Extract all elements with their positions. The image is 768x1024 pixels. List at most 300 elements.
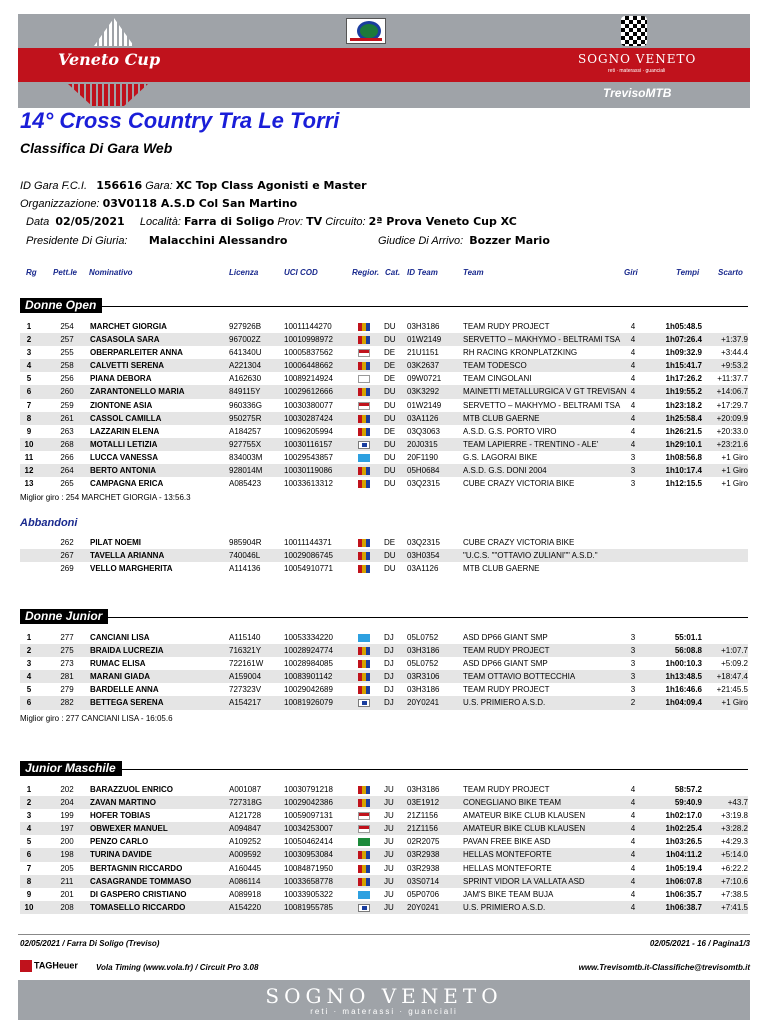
rank: 1 [26,633,32,642]
team-name: ASD DP66 GIANT SMP [463,659,548,669]
team-name: HELLAS MONTEFORTE [463,863,552,873]
time: 55:01.1 [674,633,702,642]
laps: 4 [630,426,636,436]
footer-site[interactable]: www.Trevisomtb.it-Classifiche@trevisomtb.it [578,963,750,972]
gap: +7:38.5 [721,889,748,899]
rank: 1 [26,785,32,794]
page-subtitle: Classifica Di Gara Web [20,140,173,156]
table-row [20,875,748,888]
team-name: PAVAN FREE BIKE ASD [463,837,551,847]
rank: 7 [26,863,32,873]
gap: +1 Giro [721,466,748,476]
team-name: RH RACING KRONPLATZKING [463,348,578,358]
bib: 199 [60,811,74,821]
gap: +6:22.2 [721,863,748,873]
bib: 198 [60,850,74,860]
team-name: AMATEUR BIKE CLUB KLAUSEN [463,811,586,821]
category: DE [384,538,396,547]
license: 950275R [229,413,262,423]
team-id: 05H0684 [407,466,440,476]
gap: +4:29.3 [721,837,748,847]
athlete-name: CANCIANI LISA [90,633,150,642]
rank: 1 [26,322,32,331]
category: DU [384,400,396,410]
license: A121728 [229,811,262,821]
license: A159004 [229,672,262,682]
time: 1h04:09.4 [665,698,702,708]
bib: 201 [60,889,74,899]
table-row [20,809,748,822]
team-id: 20Y0241 [407,902,440,912]
region-flag-icon [358,454,370,462]
region-flag-icon [358,660,370,668]
results-table-abbandoni [20,536,748,575]
circuito-label: Circuito: [325,216,366,228]
license: 716321Y [229,646,262,656]
table-row [20,670,748,683]
bottom-banner-title: SOGNO VENETO [265,984,503,1008]
rank: 2 [26,335,32,345]
table-row [20,549,748,562]
table-row [20,696,748,709]
team-name: TEAM RUDY PROJECT [463,646,550,656]
category: JU [384,811,394,821]
abbandoni-heading: Abbandoni [20,517,78,529]
table-row [20,562,748,575]
rank: 10 [24,439,34,449]
license: 849115Y [229,387,261,397]
bib: 204 [60,798,74,808]
bib: 200 [60,837,74,847]
laps: 4 [630,439,636,449]
best-lap-donne-open: Miglior giro : 254 MARCHET GIORGIA - 13:56.3 [20,493,191,502]
region-flag-icon [358,388,370,396]
category: JU [384,876,394,886]
section-label: Donne Open [20,298,102,313]
athlete-name: HOFER TOBIAS [90,811,151,821]
region-flag-icon [358,878,370,886]
section-label: Junior Maschile [20,761,122,776]
rank: 5 [26,685,32,695]
laps: 4 [630,850,636,860]
bib: 254 [60,322,74,331]
bib: 273 [60,659,74,669]
laps: 4 [630,387,636,397]
id-gara-label: ID Gara F.C.I. [20,180,88,192]
team-name: MTB CLUB GAERNE [463,564,540,574]
team-name: TEAM RUDY PROJECT [463,685,550,695]
bib: 202 [60,785,74,794]
bib: 197 [60,824,74,834]
time: 1h15:41.7 [665,361,702,371]
col-pett: Pett.le [53,268,78,277]
table-row [20,438,748,451]
region-flag-icon [358,851,370,859]
uci-code: 10030116157 [284,439,333,449]
team-id: 03K2637 [407,361,440,371]
uci-code: 10033613312 [284,479,333,489]
region-flag-icon [358,552,370,560]
bib: 211 [60,876,74,886]
team-id: 21Z1156 [407,824,438,834]
region-flag-icon [358,375,370,383]
time: 1h25:58.4 [665,413,702,423]
laps: 4 [630,400,636,410]
team-name: U.S. PRIMIERO A.S.D. [463,902,546,912]
athlete-name: TURINA DAVIDE [90,850,152,860]
rank: 2 [26,798,32,808]
table-row [20,333,748,346]
giudice-label: Giudice Di Arrivo: [378,235,464,247]
veneto-cup-logo: Veneto Cup [58,50,161,69]
team-name: SERVETTO – MAKHYMO - BELTRAMI TSA [463,335,621,345]
best-lap-donne-junior: Miglior giro : 277 CANCIANI LISA - 16:05.6 [20,714,173,723]
table-row [20,425,748,438]
license: A001087 [229,785,262,794]
uci-code: 10010998972 [284,335,333,345]
bib: 255 [60,348,74,358]
license: A115140 [229,633,261,642]
data-label: Data [26,216,50,228]
table-row [20,399,748,412]
team-id: 20J0315 [407,439,438,449]
category: DU [384,479,396,489]
region-flag-icon [358,673,370,681]
category: DJ [384,659,394,669]
time: 1h17:26.2 [665,374,702,384]
bib: 264 [60,466,74,476]
time: 1h09:32.9 [665,348,702,358]
team-id: 03Q2315 [407,479,440,489]
col-idteam: ID Team [407,268,438,277]
athlete-name: CASASOLA SARA [90,335,160,345]
presidente-value: Malacchini Alessandro [148,234,288,247]
rank: 12 [24,466,34,476]
uci-code: 10053334220 [284,633,333,642]
team-id: 03A1126 [407,564,439,574]
table-row [20,644,748,657]
category: DE [384,348,396,358]
license: A089918 [229,889,262,899]
team-id: 01W2149 [407,400,442,410]
team-id: 05L0752 [407,633,439,642]
laps: 4 [630,361,636,371]
laps: 4 [630,785,636,794]
team-name: TEAM TODESCO [463,361,527,371]
uci-code: 10030380077 [284,400,333,410]
laps: 4 [630,902,636,912]
license: 722161W [229,659,264,669]
time: 58:57.2 [674,785,702,794]
athlete-name: BETTEGA SERENA [90,698,164,708]
bib: 263 [60,426,74,436]
tagheuer-text: TAGHeuer [34,960,78,971]
table-row [20,888,748,901]
uci-code: 10029086745 [284,551,333,561]
judge-line [378,234,550,247]
category: DJ [384,633,394,642]
section-donne-open [20,298,748,319]
license: A009592 [229,850,262,860]
gara-label: Gara: [145,180,173,192]
section-junior-maschile [20,761,748,782]
uci-code: 10030119086 [284,466,333,476]
team-name: MTB CLUB GAERNE [463,413,540,423]
gap: +9:53.2 [721,361,748,371]
category: DJ [384,685,394,695]
athlete-name: BRAIDA LUCREZIA [90,646,164,656]
laps: 4 [630,889,636,899]
uci-code: 10054910771 [284,564,333,574]
table-row [20,657,748,670]
time: 1h06:35.7 [665,889,702,899]
uci-code: 10011144371 [284,538,332,547]
footer-divider [18,934,750,935]
region-flag-icon [358,812,370,820]
time: 1h02:25.4 [665,824,702,834]
team-id: 03H3186 [407,646,440,656]
team-id: 20F1190 [407,452,438,462]
team-id: 02R2075 [407,837,440,847]
table-row [20,320,748,333]
rank: 9 [26,426,32,436]
laps: 3 [630,659,636,669]
table-row [20,359,748,372]
time: 1h16:46.6 [665,685,702,695]
time: 1h19:55.2 [665,387,702,397]
rank: 6 [26,698,32,708]
team-id: 03H0354 [407,551,440,561]
rank: 3 [26,659,32,669]
gap: +5:09.2 [721,659,748,669]
team-id: 03Q3063 [407,426,440,436]
region-flag-icon [358,699,370,707]
category: DU [384,466,396,476]
uci-code: 10030791218 [284,785,333,794]
footer-timing: Vola Timing (www.vola.fr) / Circuit Pro 3.08 [96,963,259,972]
region-flag-icon [358,686,370,694]
col-licenza: Licenza [229,268,259,277]
uci-code: 10006448662 [284,361,333,371]
time: 59:40.9 [674,798,702,808]
region-flag-icon [358,539,370,547]
laps: 2 [630,698,636,708]
license: A154220 [229,902,262,912]
prov-value: TV [306,215,323,228]
time: 1h00:10.3 [665,659,702,669]
gap: +20:33.0 [716,426,748,436]
team-id: 03S0714 [407,876,440,886]
rank: 13 [24,479,34,489]
category: DE [384,426,396,436]
gap: +1:07.7 [721,646,748,656]
license: 960336G [229,400,262,410]
region-flag-icon [358,428,370,436]
table-row [20,412,748,425]
athlete-name: DI GASPERO CRISTIANO [90,889,187,899]
laps: 4 [630,824,636,834]
team-name: SPRINT VIDOR LA VALLATA ASD [463,876,585,886]
uci-code: 10011144270 [284,322,332,331]
gara-value: XC Top Class Agonisti e Master [175,179,367,192]
team-id: 03H3186 [407,322,440,331]
region-flag-icon [358,480,370,488]
uci-code: 10081955785 [284,902,333,912]
laps: 3 [630,466,636,476]
org-label: Organizzazione: [20,198,100,210]
table-row [20,372,748,385]
region-flag-icon [358,349,370,357]
rank: 3 [26,811,32,821]
rank: 5 [26,837,32,847]
license: 740046L [229,551,261,561]
athlete-name: ZIONTONE ASIA [90,400,153,410]
col-nominativo: Nominativo [89,268,133,277]
laps: 3 [630,479,636,489]
table-row [20,451,748,464]
laps: 3 [630,452,636,462]
footer-page-info: 02/05/2021 - 16 / Pagina1/3 [649,939,750,948]
team-id: 03Q2315 [407,538,440,547]
license: 727323V [229,685,262,695]
category: DU [384,413,396,423]
laps: 3 [630,672,636,682]
gap: +5:14.0 [721,850,748,860]
athlete-name: PIANA DEBORA [90,374,152,384]
rank: 7 [26,400,32,410]
president-line [26,234,288,247]
uci-code: 10089214924 [284,374,333,384]
col-tempi: Tempi [676,268,700,277]
team-id: 03H3186 [407,685,440,695]
time: 56:08.8 [674,646,702,656]
athlete-name: LAZZARIN ELENA [90,426,160,436]
checkered-flag-icon [621,16,647,46]
team-id: 03E1912 [407,798,440,808]
license: A184257 [229,426,262,436]
athlete-name: PILAT NOEMI [90,538,141,547]
race-id-line [20,179,367,192]
region-flag-icon [358,865,370,873]
bib: 256 [60,374,74,384]
time: 1h03:26.5 [665,837,702,847]
team-name: CUBE CRAZY VICTORIA BIKE [463,479,575,489]
bib: 265 [60,479,74,489]
category: DU [384,564,396,574]
results-table-donne-open [20,320,748,490]
athlete-name: BARDELLE ANNA [90,685,159,695]
region-flag-icon [358,799,370,807]
time: 1h06:07.8 [665,876,702,886]
rank: 10 [24,902,34,912]
uci-code: 10028924774 [284,646,333,656]
rank: 6 [26,387,32,397]
region-flag-icon [358,362,370,370]
time: 1h05:48.5 [665,322,702,331]
laps: 4 [630,322,636,331]
athlete-name: BARAZZUOL ENRICO [90,785,173,794]
rank: 4 [26,361,32,371]
athlete-name: RUMAC ELISA [90,659,146,669]
localita-label: Località: [139,216,181,228]
laps: 4 [630,811,636,821]
time: 1h07:26.4 [665,335,702,345]
circuito-value: 2ª Prova Veneto Cup XC [368,215,517,228]
athlete-name: CASSOL CAMILLA [90,413,162,423]
rank: 3 [26,348,32,358]
prov-label: Prov: [277,216,304,228]
gap: +43.7 [727,798,748,808]
license: 927755X [229,439,262,449]
team-id: 03R2938 [407,850,440,860]
col-uci: UCI COD [284,268,318,277]
athlete-name: CALVETTI SERENA [90,361,165,371]
uci-code: 10030953084 [284,850,333,860]
bib: 269 [60,564,74,574]
laps: 4 [630,335,636,345]
trevisomtb-logo: TrevisoMTB [603,86,672,100]
header-banner [18,14,750,108]
table-row [20,683,748,696]
category: DU [384,452,396,462]
category: DU [384,387,396,397]
bib: 279 [60,685,74,695]
region-flag-icon [358,634,370,642]
category: JU [384,798,394,808]
team-name: G.S. LAGORAI BIKE [463,452,538,462]
team-name: JAM'S BIKE TEAM BUJA [463,889,554,899]
col-rg: Rg [26,268,37,277]
team-name: HELLAS MONTEFORTE [463,850,552,860]
laps: 4 [630,374,636,384]
gap: +7:41.5 [721,902,748,912]
team-id: 21Z1156 [407,811,438,821]
license: 928014M [229,466,263,476]
license: A085423 [229,479,262,489]
org-value: 03V0118 A.S.D Col San Martino [102,197,298,210]
gap: +1 Giro [721,479,748,489]
col-cat: Cat. [385,268,401,277]
athlete-name: TAVELLA ARIANNA [90,551,165,561]
region-flag-icon [358,647,370,655]
athlete-name: TOMASELLO RICCARDO [90,902,186,912]
region-flag-icon [358,441,370,449]
time: 1h13:48.5 [665,672,702,682]
team-id: 03R2938 [407,863,440,873]
team-id: 03H3186 [407,785,440,794]
bib: 268 [60,439,74,449]
category: DU [384,439,396,449]
time: 1h06:38.7 [665,902,702,912]
results-table-junior-maschile [20,783,748,914]
bib: 205 [60,863,74,873]
bib: 282 [60,698,74,708]
license: A086114 [229,876,261,886]
athlete-name: OBERPARLEITER ANNA [90,348,183,358]
license: A154217 [229,698,262,708]
presidente-label: Presidente Di Giuria: [26,235,128,247]
uci-code: 10096205994 [284,426,333,436]
bib: 277 [60,633,74,642]
id-gara-value: 156616 [96,179,143,192]
license: 927926B [229,322,262,331]
table-row [20,822,748,835]
team-name: CUBE CRAZY VICTORIA BIKE [463,538,575,547]
region-flag-icon [358,825,370,833]
license: 641340U [229,348,262,358]
region-flag-icon [358,891,370,899]
category: DJ [384,646,394,656]
